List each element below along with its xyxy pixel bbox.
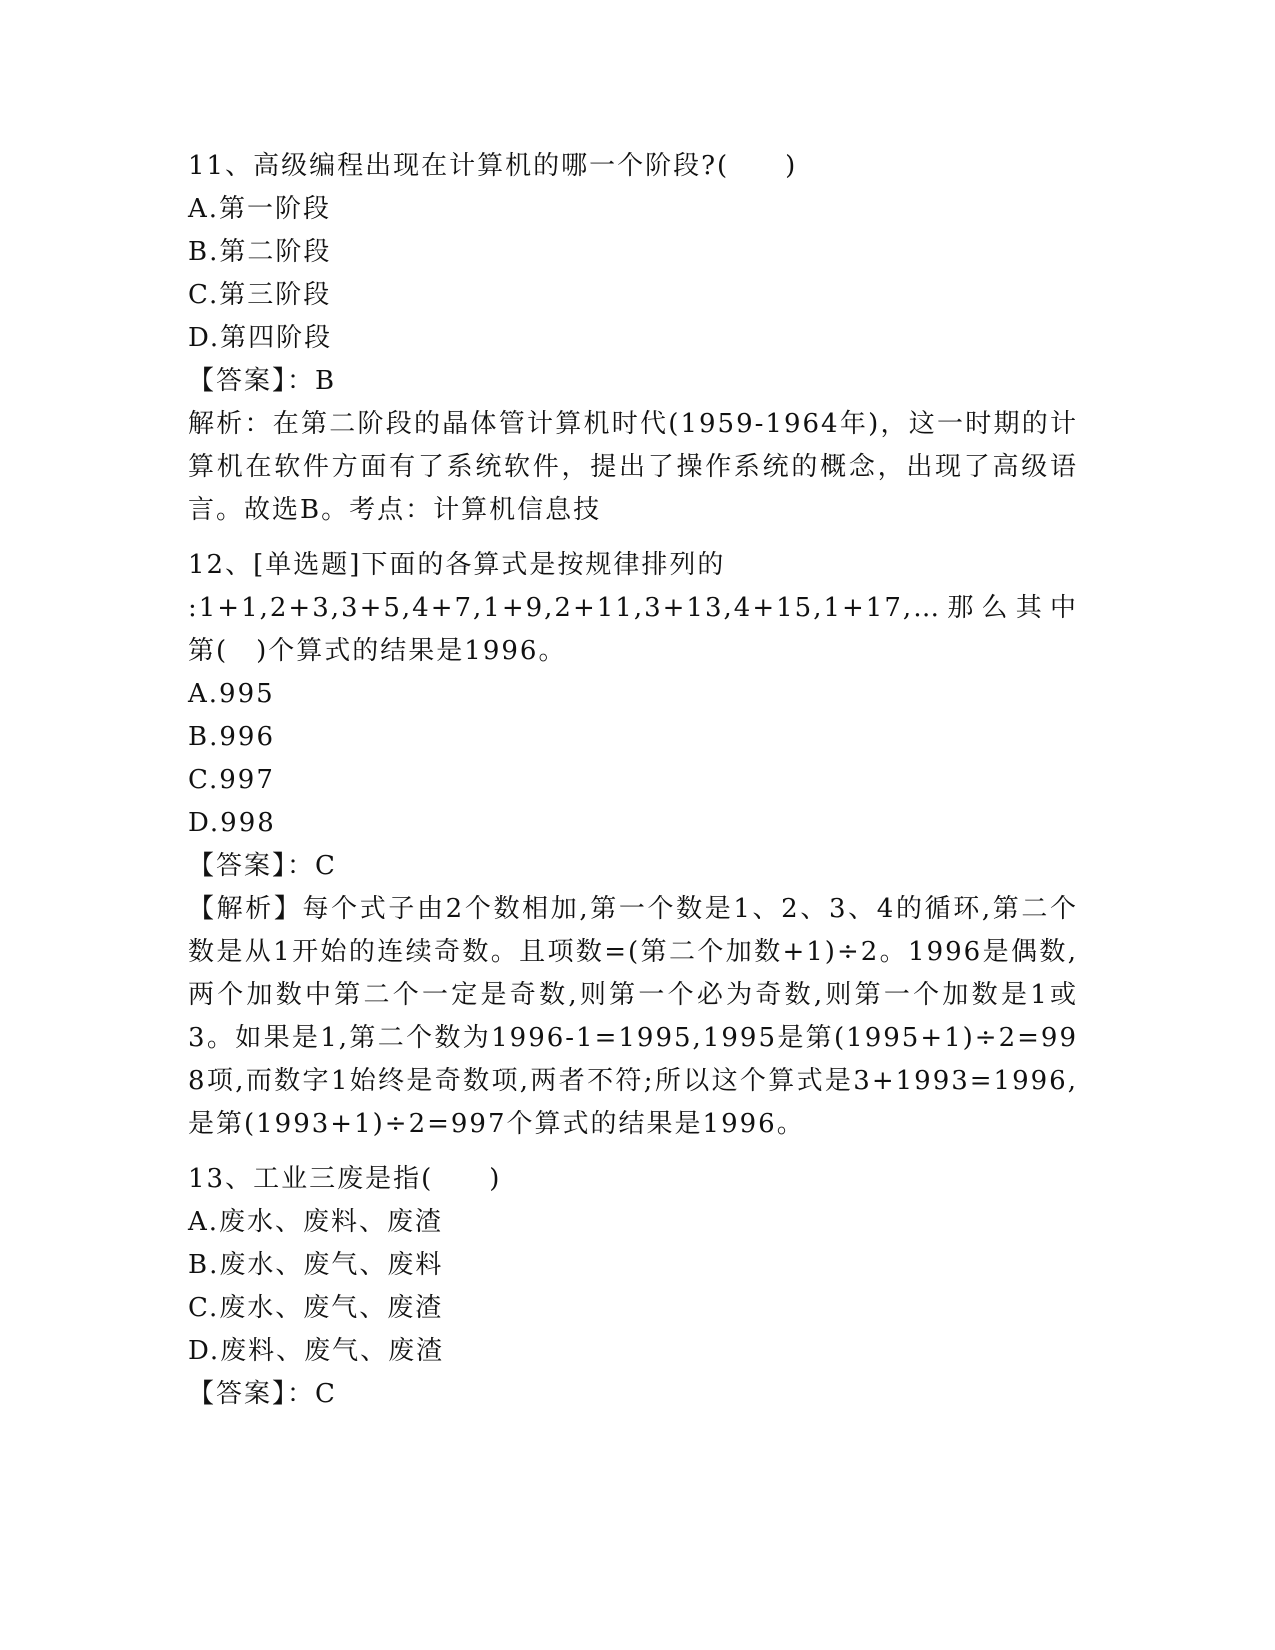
- spacer: [188, 1146, 1088, 1158]
- analysis-text: 【解析】每个式子由2个数相加,第一个数是1、2、3、4的循环,第二个数是从1开始的连续奇数。且项数=(第二个加数+1)÷2。1996是偶数,两个加数中第二个一定是奇数,则第一个必为奇数,则第一个加数是1或3。如果是1,第二个数为1996-1=1995,1995是第(1995+1)÷2=998项,而数字1始终是奇数项,两者不符;所以这个算式是3+1993=1996,是第(1993+1)÷2=997个算式的结果是1996。: [188, 894, 1078, 1139]
- option-d: D.第四阶段: [188, 323, 333, 353]
- option-d: D.998: [188, 808, 276, 838]
- question-stem: 12、[单选题]下面的各算式是按规律排列的: [188, 550, 726, 580]
- option-b: B.废水、废气、废料: [188, 1250, 444, 1280]
- spacer: [188, 532, 1088, 544]
- option-d: D.废料、废气、废渣: [188, 1336, 445, 1366]
- option-c: C.废水、废气、废渣: [188, 1293, 444, 1323]
- answer-line: 【答案】：B: [188, 366, 337, 396]
- option-a: A.995: [188, 679, 275, 709]
- analysis-text: 解析：在第二阶段的晶体管计算机时代(1959-1964年)，这一时期的计算机在软件方面有了系统软件，提出了操作系统的概念，出现了高级语言。故选B。考点：计算机信息技: [188, 409, 1078, 525]
- answer-line: 【答案】：C: [188, 1379, 337, 1409]
- option-c: C.997: [188, 765, 275, 795]
- option-b: B.996: [188, 722, 275, 752]
- question-stem: 11、高级编程出现在计算机的哪一个阶段?( ): [188, 151, 798, 181]
- question-list: [188, 145, 1088, 1416]
- question-13: [188, 1158, 1088, 1416]
- question-stem-continued: :1+1,2+3,3+5,4+7,1+9,2+11,3+13,4+15,1+17,…那么其中第( )个算式的结果是1996。: [188, 593, 1078, 666]
- option-a: A.废水、废料、废渣: [188, 1207, 444, 1237]
- question-stem: 13、工业三废是指( ): [188, 1164, 502, 1194]
- answer-line: 【答案】：C: [188, 851, 337, 881]
- option-b: B.第二阶段: [188, 237, 332, 267]
- option-c: C.第三阶段: [188, 280, 332, 310]
- question-11: [188, 145, 1088, 532]
- option-a: A.第一阶段: [188, 194, 332, 224]
- question-12: [188, 544, 1088, 1146]
